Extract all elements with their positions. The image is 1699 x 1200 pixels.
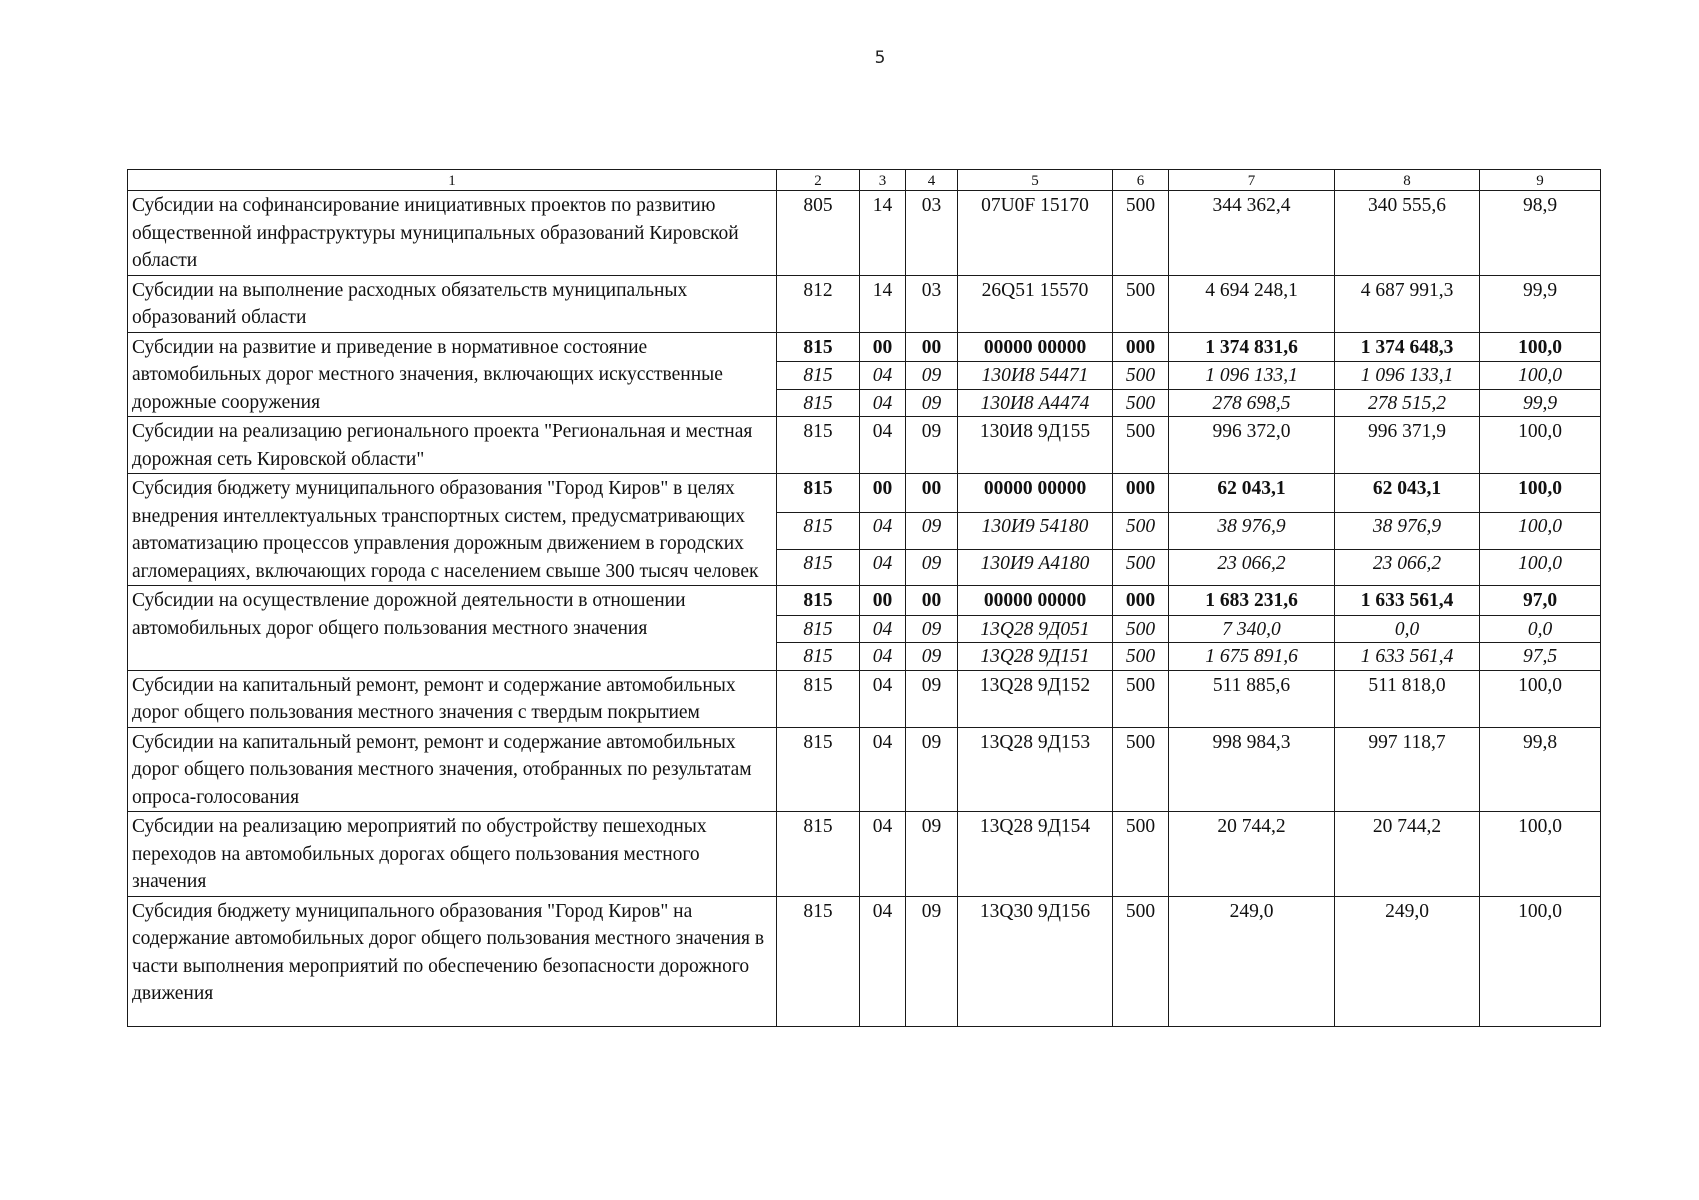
expense-type-cell: 000 — [1113, 332, 1169, 362]
percent-cell: 99,9 — [1480, 389, 1601, 417]
plan-amount-cell: 23 066,2 — [1169, 549, 1335, 585]
expense-type-cell: 000 — [1113, 474, 1169, 513]
plan-amount-cell: 511 885,6 — [1169, 670, 1335, 727]
actual-amount-cell: 997 118,7 — [1335, 727, 1480, 812]
table-row — [128, 670, 1601, 727]
plan-amount-cell: 1 675 891,6 — [1169, 643, 1335, 671]
expense-type-cell: 500 — [1113, 513, 1169, 549]
expense-type-cell: 500 — [1113, 643, 1169, 671]
column-number: 2 — [777, 170, 860, 191]
admin-code-cell: 815 — [777, 727, 860, 812]
percent-cell: 97,5 — [1480, 643, 1601, 671]
expense-type-cell: 500 — [1113, 727, 1169, 812]
actual-amount-cell: 62 043,1 — [1335, 474, 1480, 513]
target-article-cell: 13Q28 9Д151 — [958, 643, 1113, 671]
table-row — [128, 727, 1601, 812]
section-cell: 04 — [860, 615, 906, 643]
expense-type-cell: 500 — [1113, 812, 1169, 897]
target-article-cell: 13Q28 9Д152 — [958, 670, 1113, 727]
column-number: 9 — [1480, 170, 1601, 191]
description-cell: Субсидии на развитие и приведение в нормативное состояние автомобильных дорог местного значения, включающих искусственные дорожные сооружения — [128, 332, 777, 417]
subsection-cell: 09 — [906, 643, 958, 671]
column-number: 4 — [906, 170, 958, 191]
subsection-cell: 09 — [906, 362, 958, 390]
section-cell: 04 — [860, 362, 906, 390]
target-article-cell: 13Q28 9Д153 — [958, 727, 1113, 812]
plan-amount-cell: 1 096 133,1 — [1169, 362, 1335, 390]
target-article-cell: 07U0F 15170 — [958, 191, 1113, 276]
description-cell: Субсидии на выполнение расходных обязательств муниципальных образований области — [128, 275, 777, 332]
target-article-cell: 00000 00000 — [958, 474, 1113, 513]
percent-cell: 98,9 — [1480, 191, 1601, 276]
percent-cell: 100,0 — [1480, 474, 1601, 513]
actual-amount-cell: 4 687 991,3 — [1335, 275, 1480, 332]
section-cell: 14 — [860, 191, 906, 276]
table-row — [128, 896, 1601, 1026]
expense-type-cell: 500 — [1113, 615, 1169, 643]
column-number: 3 — [860, 170, 906, 191]
section-cell: 04 — [860, 417, 906, 474]
section-cell: 04 — [860, 549, 906, 585]
subsection-cell: 00 — [906, 586, 958, 616]
section-cell: 00 — [860, 332, 906, 362]
target-article-cell: 130И8 А4474 — [958, 389, 1113, 417]
actual-amount-cell: 1 633 561,4 — [1335, 586, 1480, 616]
subsection-cell: 09 — [906, 896, 958, 1026]
subsection-cell: 09 — [906, 727, 958, 812]
expense-type-cell: 500 — [1113, 549, 1169, 585]
actual-amount-cell: 996 371,9 — [1335, 417, 1480, 474]
section-cell: 04 — [860, 643, 906, 671]
actual-amount-cell: 340 555,6 — [1335, 191, 1480, 276]
percent-cell: 100,0 — [1480, 896, 1601, 1026]
expense-type-cell: 500 — [1113, 191, 1169, 276]
percent-cell: 99,9 — [1480, 275, 1601, 332]
description-cell: Субсидия бюджету муниципального образования "Город Киров" в целях внедрения интеллектуальных транспортных систем, предусматривающих автоматизацию процессов управления дорожным движением в городских агломерациях, включающих города с населением свыше 300 тысяч человек — [128, 474, 777, 586]
section-cell: 04 — [860, 727, 906, 812]
plan-amount-cell: 38 976,9 — [1169, 513, 1335, 549]
expense-type-cell: 000 — [1113, 586, 1169, 616]
description-cell: Субсидии на капитальный ремонт, ремонт и содержание автомобильных дорог общего пользования местного значения, отобранных по результатам опроса-голосования — [128, 727, 777, 812]
admin-code-cell: 815 — [777, 362, 860, 390]
target-article-cell: 00000 00000 — [958, 586, 1113, 616]
table-row — [128, 812, 1601, 897]
admin-code-cell: 815 — [777, 896, 860, 1026]
expense-type-cell: 500 — [1113, 389, 1169, 417]
description-cell: Субсидии на реализацию регионального проекта "Региональная и местная дорожная сеть Кировской области" — [128, 417, 777, 474]
admin-code-cell: 812 — [777, 275, 860, 332]
description-cell: Субсидии на софинансирование инициативных проектов по развитию общественной инфраструктуры муниципальных образований Кировской области — [128, 191, 777, 276]
actual-amount-cell: 1 633 561,4 — [1335, 643, 1480, 671]
description-cell: Субсидии на капитальный ремонт, ремонт и содержание автомобильных дорог общего пользования местного значения с твердым покрытием — [128, 670, 777, 727]
admin-code-cell: 815 — [777, 643, 860, 671]
column-number: 7 — [1169, 170, 1335, 191]
plan-amount-cell: 278 698,5 — [1169, 389, 1335, 417]
admin-code-cell: 815 — [777, 670, 860, 727]
expense-type-cell: 500 — [1113, 670, 1169, 727]
column-number-row — [128, 170, 1601, 191]
percent-cell: 100,0 — [1480, 513, 1601, 549]
subsection-cell: 09 — [906, 513, 958, 549]
target-article-cell: 130И8 54471 — [958, 362, 1113, 390]
admin-code-cell: 815 — [777, 812, 860, 897]
expense-type-cell: 500 — [1113, 362, 1169, 390]
percent-cell: 100,0 — [1480, 549, 1601, 585]
admin-code-cell: 815 — [777, 549, 860, 585]
subsection-cell: 00 — [906, 474, 958, 513]
column-number: 5 — [958, 170, 1113, 191]
description-cell: Субсидии на осуществление дорожной деятельности в отношении автомобильных дорог общего пользования местного значения — [128, 586, 777, 671]
target-article-cell: 13Q28 9Д051 — [958, 615, 1113, 643]
target-article-cell: 00000 00000 — [958, 332, 1113, 362]
admin-code-cell: 805 — [777, 191, 860, 276]
table-row — [128, 474, 1601, 513]
actual-amount-cell: 278 515,2 — [1335, 389, 1480, 417]
admin-code-cell: 815 — [777, 586, 860, 616]
column-number: 6 — [1113, 170, 1169, 191]
table-row — [128, 191, 1601, 276]
plan-amount-cell: 249,0 — [1169, 896, 1335, 1026]
target-article-cell: 130И8 9Д155 — [958, 417, 1113, 474]
target-article-cell: 130И9 А4180 — [958, 549, 1113, 585]
plan-amount-cell: 998 984,3 — [1169, 727, 1335, 812]
actual-amount-cell: 249,0 — [1335, 896, 1480, 1026]
section-cell: 04 — [860, 896, 906, 1026]
plan-amount-cell: 62 043,1 — [1169, 474, 1335, 513]
table-row — [128, 417, 1601, 474]
percent-cell: 100,0 — [1480, 417, 1601, 474]
subsection-cell: 03 — [906, 275, 958, 332]
percent-cell: 100,0 — [1480, 670, 1601, 727]
subsection-cell: 03 — [906, 191, 958, 276]
percent-cell: 99,8 — [1480, 727, 1601, 812]
percent-cell: 97,0 — [1480, 586, 1601, 616]
plan-amount-cell: 1 683 231,6 — [1169, 586, 1335, 616]
plan-amount-cell: 996 372,0 — [1169, 417, 1335, 474]
actual-amount-cell: 1 096 133,1 — [1335, 362, 1480, 390]
expense-type-cell: 500 — [1113, 417, 1169, 474]
section-cell: 04 — [860, 513, 906, 549]
actual-amount-cell: 1 374 648,3 — [1335, 332, 1480, 362]
column-number: 1 — [128, 170, 777, 191]
section-cell: 00 — [860, 586, 906, 616]
column-number: 8 — [1335, 170, 1480, 191]
target-article-cell: 13Q30 9Д156 — [958, 896, 1113, 1026]
table-row — [128, 275, 1601, 332]
admin-code-cell: 815 — [777, 389, 860, 417]
admin-code-cell: 815 — [777, 513, 860, 549]
admin-code-cell: 815 — [777, 417, 860, 474]
actual-amount-cell: 23 066,2 — [1335, 549, 1480, 585]
table-row — [128, 332, 1601, 362]
expenditure-table — [127, 169, 1601, 1027]
section-cell: 04 — [860, 670, 906, 727]
actual-amount-cell: 20 744,2 — [1335, 812, 1480, 897]
actual-amount-cell: 38 976,9 — [1335, 513, 1480, 549]
description-cell: Субсидии на реализацию мероприятий по обустройству пешеходных переходов на автомобильных дорогах общего пользования местного значения — [128, 812, 777, 897]
section-cell: 00 — [860, 474, 906, 513]
plan-amount-cell: 344 362,4 — [1169, 191, 1335, 276]
plan-amount-cell: 4 694 248,1 — [1169, 275, 1335, 332]
subsection-cell: 09 — [906, 670, 958, 727]
target-article-cell: 26Q51 15570 — [958, 275, 1113, 332]
admin-code-cell: 815 — [777, 332, 860, 362]
subsection-cell: 09 — [906, 812, 958, 897]
expense-type-cell: 500 — [1113, 896, 1169, 1026]
expense-type-cell: 500 — [1113, 275, 1169, 332]
subsection-cell: 09 — [906, 417, 958, 474]
actual-amount-cell: 511 818,0 — [1335, 670, 1480, 727]
subsection-cell: 09 — [906, 615, 958, 643]
percent-cell: 100,0 — [1480, 362, 1601, 390]
target-article-cell: 13Q28 9Д154 — [958, 812, 1113, 897]
percent-cell: 100,0 — [1480, 812, 1601, 897]
percent-cell: 0,0 — [1480, 615, 1601, 643]
plan-amount-cell: 7 340,0 — [1169, 615, 1335, 643]
subsection-cell: 09 — [906, 549, 958, 585]
percent-cell: 100,0 — [1480, 332, 1601, 362]
subsection-cell: 09 — [906, 389, 958, 417]
target-article-cell: 130И9 54180 — [958, 513, 1113, 549]
admin-code-cell: 815 — [777, 615, 860, 643]
actual-amount-cell: 0,0 — [1335, 615, 1480, 643]
table-row — [128, 586, 1601, 616]
description-cell: Субсидия бюджету муниципального образования "Город Киров" на содержание автомобильных дорог общего пользования местного значения в части выполнения мероприятий по обеспечению безопасности дорожного движения — [128, 896, 777, 1026]
section-cell: 14 — [860, 275, 906, 332]
section-cell: 04 — [860, 812, 906, 897]
page-number: 5 — [874, 48, 886, 68]
subsection-cell: 00 — [906, 332, 958, 362]
plan-amount-cell: 20 744,2 — [1169, 812, 1335, 897]
section-cell: 04 — [860, 389, 906, 417]
admin-code-cell: 815 — [777, 474, 860, 513]
plan-amount-cell: 1 374 831,6 — [1169, 332, 1335, 362]
